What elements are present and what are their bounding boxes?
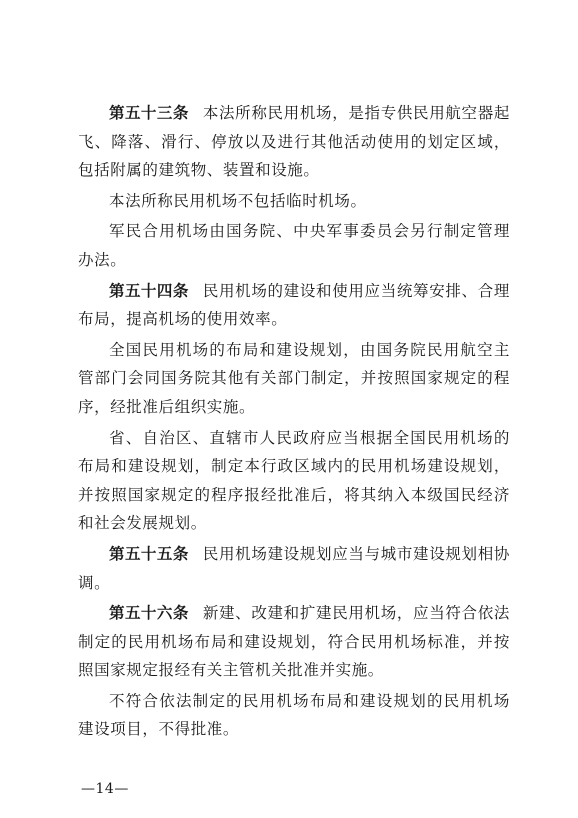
article-54-paragraph bbox=[78, 277, 510, 334]
article-54-text: 民用机场的建设和使用应当统筹安排、合理布局，提高机场的使用效率。 bbox=[78, 281, 510, 329]
article-53-paragraph-3: 军民合用机场由国务院、中央军事委员会另行制定管理办法。 bbox=[78, 222, 510, 269]
article-55-text: 民用机场建设规划应当与城市建设规划相协调。 bbox=[78, 544, 510, 592]
article-56-paragraph bbox=[78, 599, 510, 685]
article-56-number: 第五十六条 bbox=[109, 604, 189, 623]
article-54-paragraph-2: 全国民用机场的布局和建设规划，由国务院民用航空主管部门会同国务院其他有关部门制定，并按照国家规定的程序，经批准后组织实施。 bbox=[78, 340, 510, 416]
page-number: —14— bbox=[81, 781, 129, 797]
article-55-paragraph bbox=[78, 540, 510, 597]
article-54-paragraph-3: 省、自治区、直辖市人民政府应当根据全国民用机场的布局和建设规划，制定本行政区域内的民用机场建设规划，并按照国家规定的程序报经批准后，将其纳入本级国民经济和社会发展规划。 bbox=[78, 428, 510, 533]
article-54-number: 第五十四条 bbox=[109, 281, 189, 300]
article-53-number: 第五十三条 bbox=[109, 104, 189, 122]
article-55-number: 第五十五条 bbox=[109, 544, 189, 563]
article-53-paragraph-2: 本法所称民用机场不包括临时机场。 bbox=[109, 191, 367, 210]
article-56-text: 新建、改建和扩建民用机场，应当符合依法制定的民用机场布局和建设规划，符合民用机场标准，并按照国家规定报经有关主管机关批准并实施。 bbox=[78, 604, 510, 680]
article-56-paragraph-2: 不符合依法制定的民用机场布局和建设规划的民用机场建设项目，不得批准。 bbox=[78, 691, 510, 739]
article-53-text: 本法所称民用机场，是指专供民用航空器起飞、降落、滑行、停放以及进行其他活动使用的划定区域，包括附属的建筑物、装置和设施。 bbox=[78, 104, 510, 180]
document-body bbox=[78, 99, 510, 746]
article-53-paragraph bbox=[78, 99, 510, 185]
